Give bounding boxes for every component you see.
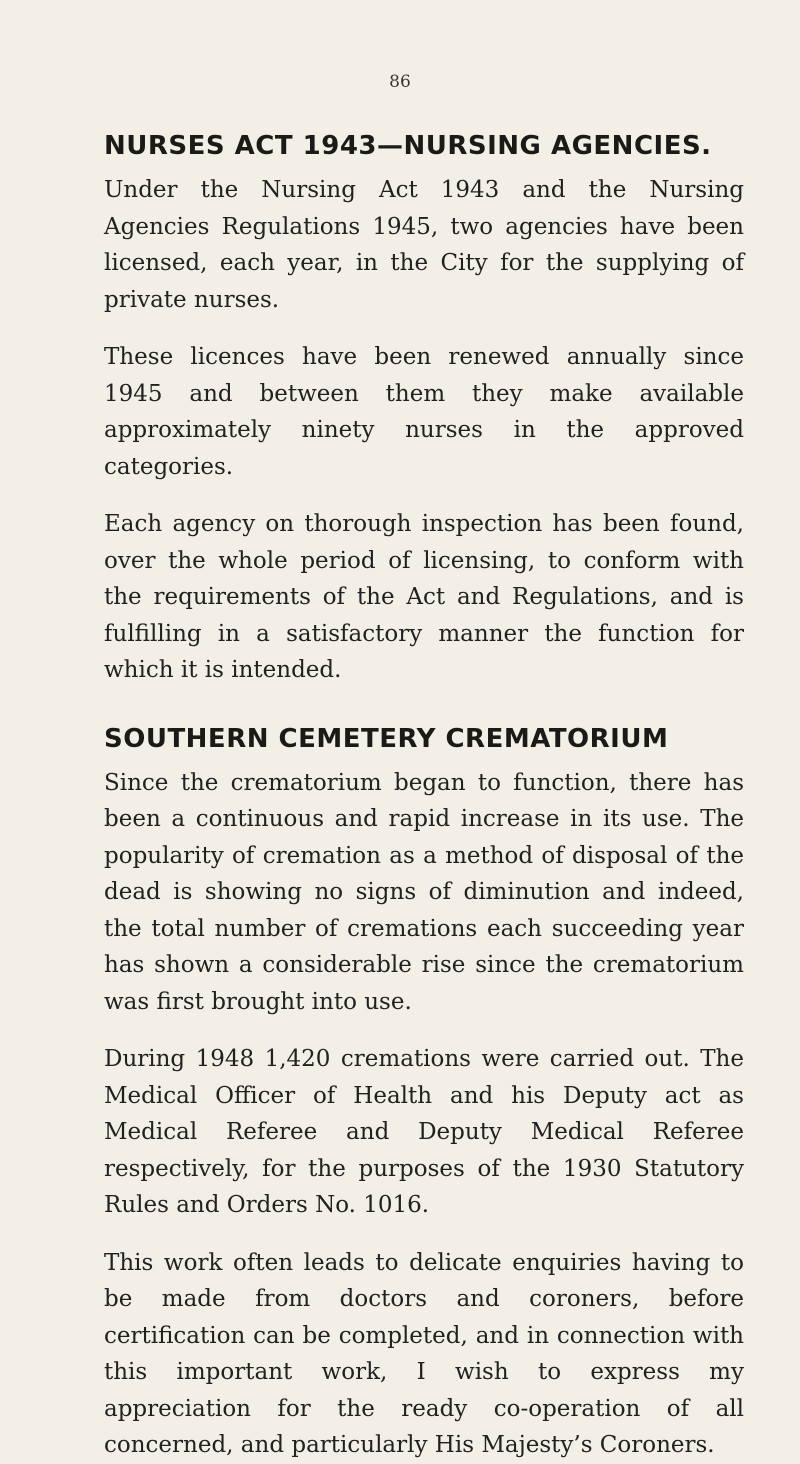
paragraph-crematorium-use: Since the crematorium began to function, there has been a continuous and rapid increase in its use. The popularity of cremation as a method of disposal of the dead is showing no signs of diminution and indeed, the total number of cremations each succeeding year has shown a considerable rise since the crematorium was first brought into use. bbox=[104, 769, 744, 1015]
paragraph-licensed-agencies: Under the Nursing Act 1943 and the Nursing Agencies Regulations 1945, two agencies have been licensed, each year, in the City for the supplying of private nurses. bbox=[104, 177, 744, 313]
page-number: 86 bbox=[389, 72, 411, 92]
paragraph-licences-renewed: These licences have been renewed annually since 1945 and between them they make available approximately ninety nurses in the approved categories. bbox=[104, 344, 744, 480]
paragraph-cremations-1948: During 1948 1,420 cremations were carried out. The Medical Officer of Health and his Deputy act as Medical Referee and Deputy Medical Referee respectively, for the purposes of the 1930 Statutory Rules and Orders No. 1016. bbox=[104, 1046, 744, 1218]
section-heading-crematorium: SOUTHERN CEMETERY CREMATORIUM bbox=[104, 723, 669, 754]
text-column bbox=[104, 126, 744, 1464]
section-heading-nursing-agencies: NURSES ACT 1943—NURSING AGENCIES. bbox=[104, 131, 712, 161]
paragraph-enquiries-appreciation: This work often leads to delicate enquiries having to be made from doctors and coroners, before certification can be completed, and in connection with this important work, I wish to express my appreciation for the ready co-operation of all concerned, and particularly His Majesty’s Coroners. bbox=[104, 1249, 744, 1458]
paragraph-agency-inspection: Each agency on thorough inspection has been found, over the whole period of licensing, to conform with the requirements of the Act and Regulations, and is fulfilling in a satisfactory manner the function for which it is intended. bbox=[104, 511, 744, 683]
